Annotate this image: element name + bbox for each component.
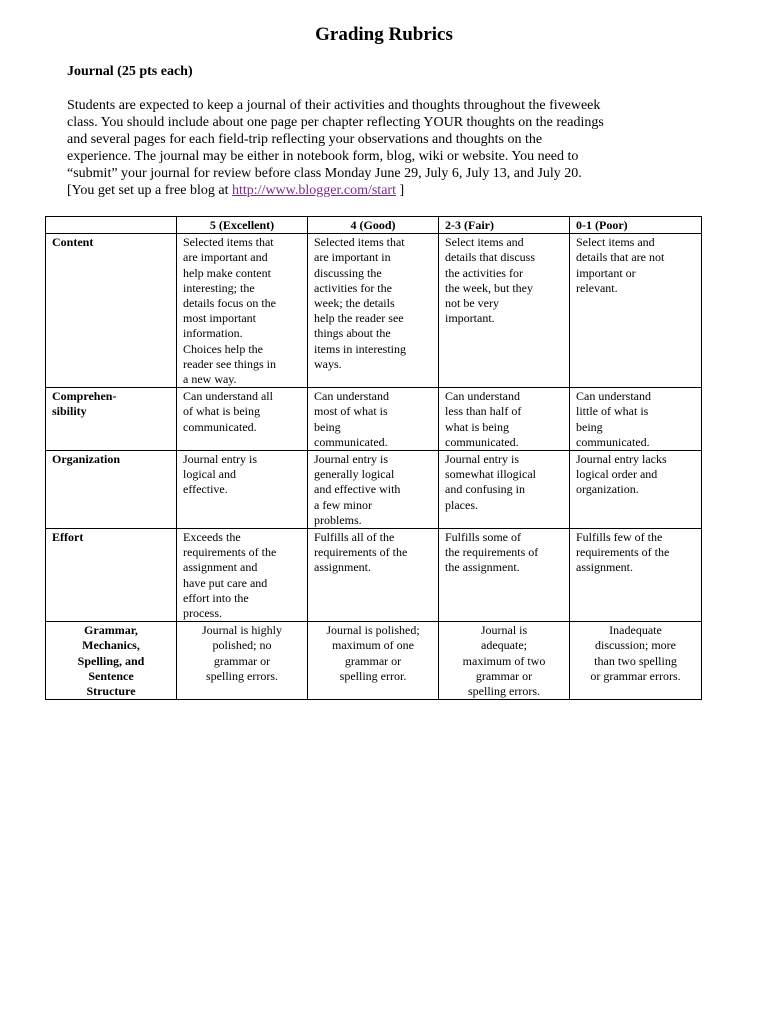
cell-text: the activities for (445, 265, 523, 280)
cell-text: the assignment. (445, 560, 520, 575)
cell-text: Journal entry is (445, 452, 519, 467)
cell-text: reader see things in (183, 356, 276, 371)
rubric-cell (177, 622, 308, 700)
criterion-text: Structure (86, 684, 136, 699)
criterion-text: Organization (52, 452, 120, 467)
criterion-text: Comprehen- (52, 389, 117, 404)
rubric-cell (570, 388, 702, 451)
rubric-table (45, 216, 702, 700)
cell-text: effective. (183, 482, 228, 497)
criterion-text: Mechanics, (82, 638, 140, 653)
rubric-criterion (46, 529, 177, 622)
cell-text: not be very (445, 296, 499, 311)
cell-text: logical order and (576, 467, 658, 482)
table-row (46, 529, 702, 622)
blog-prefix: [You get set up a free blog at (67, 183, 232, 198)
cell-text: a few minor (314, 497, 372, 512)
cell-text: Can understand all (183, 389, 273, 404)
cell-text: Fulfills some of (445, 530, 522, 545)
rubric-cell (439, 388, 570, 451)
blog-suffix: ] (395, 183, 405, 198)
rubric-criterion (46, 451, 177, 529)
table-row (46, 388, 702, 451)
cell-text: details that discuss (445, 250, 535, 265)
rubric-criterion (46, 234, 177, 388)
cell-text: Inadequate (609, 623, 662, 638)
cell-text: being (314, 419, 341, 434)
cell-text: help make content (183, 265, 271, 280)
cell-text: grammar or (475, 668, 533, 683)
cell-text: items in interesting (314, 341, 406, 356)
cell-text: little of what is (576, 404, 649, 419)
cell-text: details that are not (576, 250, 665, 265)
cell-text: Journal entry is (183, 452, 257, 467)
rubric-header-cell: 2-3 (Fair) (439, 217, 570, 234)
cell-text: Exceeds the (183, 530, 241, 545)
cell-text: logical and (183, 467, 236, 482)
cell-text: and confusing in (445, 482, 525, 497)
cell-text: being (576, 419, 603, 434)
intro-line: “submit” your journal for review before class Monday June 29, July 6, July 13, and July 20. (67, 166, 582, 181)
intro-line: experience. The journal may be either in notebook form, blog, wiki or website. You need to (67, 149, 579, 164)
rubric-cell (570, 234, 702, 388)
cell-text: generally logical (314, 467, 395, 482)
cell-text: discussing the (314, 265, 382, 280)
cell-text: Select items and (445, 235, 524, 250)
cell-text: Choices help the (183, 341, 263, 356)
rubric-header-row (46, 217, 702, 234)
cell-text: have put care and (183, 575, 268, 590)
cell-text: Select items and (576, 235, 655, 250)
rubric-cell (308, 622, 439, 700)
cell-text: Can understand (314, 389, 389, 404)
cell-text: spelling error. (339, 668, 407, 683)
cell-text: assignment and (183, 560, 258, 575)
rubric-cell (439, 451, 570, 529)
rubric-cell (439, 529, 570, 622)
rubric-header-cell: 5 (Excellent) (177, 217, 308, 234)
cell-text: maximum of one (332, 638, 414, 653)
cell-text: Fulfills all of the (314, 530, 395, 545)
section-heading: Journal (25 pts each) (67, 64, 193, 79)
cell-text: process. (183, 606, 222, 621)
cell-text: important or (576, 265, 636, 280)
cell-text: Journal entry is (314, 452, 388, 467)
cell-text: than two spelling (594, 653, 677, 668)
cell-text: relevant. (576, 280, 618, 295)
rubric-cell (177, 388, 308, 451)
cell-text: assignment. (314, 560, 371, 575)
cell-text: communicated. (183, 419, 257, 434)
cell-text: Journal entry lacks (576, 452, 667, 467)
rubric-header-cell: 4 (Good) (308, 217, 439, 234)
cell-text: a new way. (183, 372, 237, 387)
cell-text: Selected items that (183, 235, 274, 250)
criterion-text: Content (52, 235, 94, 250)
table-row (46, 622, 702, 700)
cell-text: most important (183, 311, 256, 326)
cell-text: what is being (445, 419, 509, 434)
rubric-cell (439, 234, 570, 388)
cell-text: are important in (314, 250, 391, 265)
cell-text: communicated. (576, 434, 650, 449)
cell-text: effort into the (183, 590, 249, 605)
blogger-link[interactable]: http://www.blogger.com/start (232, 183, 396, 198)
cell-text: the requirements of (445, 545, 539, 560)
rubric-criterion (46, 388, 177, 451)
cell-text: requirements of the (576, 545, 670, 560)
cell-text: somewhat illogical (445, 467, 536, 482)
cell-text: assignment. (576, 560, 633, 575)
cell-text: maximum of two (462, 653, 546, 668)
cell-text: week; the details (314, 296, 395, 311)
cell-text: are important and (183, 250, 268, 265)
cell-text: spelling errors. (206, 668, 278, 683)
criterion-text: Grammar, (84, 623, 138, 638)
criterion-text: sibility (52, 404, 87, 419)
cell-text: communicated. (314, 434, 388, 449)
rubric-cell (308, 234, 439, 388)
rubric-cell (177, 529, 308, 622)
rubric-cell (570, 529, 702, 622)
criterion-text: Spelling, and (77, 653, 145, 668)
cell-text: Fulfills few of the (576, 530, 663, 545)
cell-text: most of what is (314, 404, 388, 419)
cell-text: of what is being (183, 404, 260, 419)
cell-text: discussion; more (595, 638, 676, 653)
cell-text: the week, but they (445, 280, 533, 295)
rubric-cell (308, 529, 439, 622)
criterion-text: Effort (52, 530, 84, 545)
cell-text: interesting; the (183, 280, 255, 295)
cell-text: problems. (314, 512, 362, 527)
cell-text: Selected items that (314, 235, 405, 250)
rubric-criterion (46, 622, 177, 700)
cell-text: requirements of the (183, 545, 277, 560)
table-row (46, 451, 702, 529)
intro-paragraph (67, 97, 727, 199)
table-row (46, 234, 702, 388)
cell-text: ways. (314, 356, 342, 371)
criterion-text: Sentence (88, 668, 134, 683)
cell-text: grammar or (344, 653, 402, 668)
rubric-header-cell (46, 217, 177, 234)
rubric-header-cell: 0-1 (Poor) (570, 217, 702, 234)
cell-text: important. (445, 311, 495, 326)
cell-text: details focus on the (183, 296, 276, 311)
cell-text: grammar or (213, 653, 271, 668)
cell-text: Journal is highly (202, 623, 282, 638)
intro-line-blog (67, 182, 727, 199)
cell-text: adequate; (481, 638, 527, 653)
cell-text: communicated. (445, 434, 519, 449)
cell-text: Can understand (576, 389, 651, 404)
rubric-cell (439, 622, 570, 700)
cell-text: help the reader see (314, 311, 404, 326)
cell-text: information. (183, 326, 243, 341)
cell-text: organization. (576, 482, 639, 497)
page-title: Grading Rubrics (315, 24, 453, 45)
rubric-cell (570, 451, 702, 529)
rubric-cell (177, 451, 308, 529)
cell-text: Journal is (480, 623, 528, 638)
cell-text: or grammar errors. (590, 668, 681, 683)
cell-text: activities for the (314, 280, 392, 295)
cell-text: requirements of the (314, 545, 408, 560)
cell-text: and effective with (314, 482, 401, 497)
rubric-cell (308, 388, 439, 451)
rubric-cell (570, 622, 702, 700)
intro-line: and several pages for each field-trip reflecting your observations and thoughts on the (67, 132, 543, 147)
cell-text: less than half of (445, 404, 522, 419)
cell-text: places. (445, 497, 478, 512)
rubric-cell (177, 234, 308, 388)
cell-text: spelling errors. (468, 684, 540, 699)
cell-text: Can understand (445, 389, 520, 404)
intro-line: class. You should include about one page per chapter reflecting YOUR thoughts on the readings (67, 115, 604, 130)
cell-text: things about the (314, 326, 391, 341)
intro-line: Students are expected to keep a journal of their activities and thoughts throughout the fiveweek (67, 98, 601, 113)
cell-text: polished; no (212, 638, 272, 653)
cell-text: Journal is polished; (326, 623, 420, 638)
rubric-cell (308, 451, 439, 529)
